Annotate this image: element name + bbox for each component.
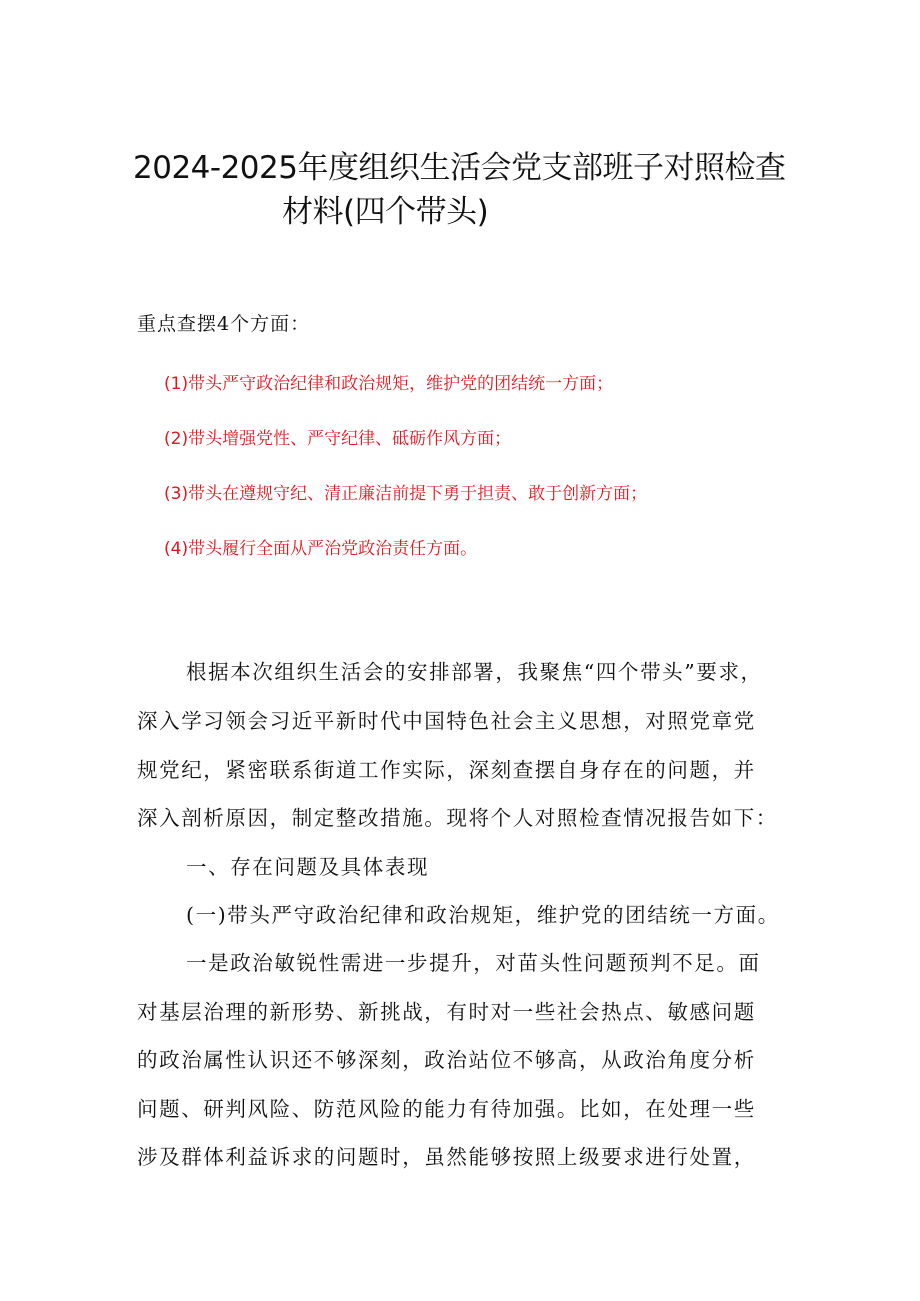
key-point-item: (2)带头增强党性、严守纪律、砥砺作风方面； xyxy=(164,429,512,449)
body-paragraph-line: 问题、研判风险、防范风险的能力有待加强。比如，在处理一些 xyxy=(137,1097,756,1121)
section-heading: 一、存在问题及具体表现 xyxy=(186,855,430,879)
body-paragraph-line: 的政治属性认识还不够深刻，政治站位不够高，从政治角度分析 xyxy=(137,1048,756,1072)
key-point-item: (1)带头严守政治纪律和政治规矩，维护党的团结统一方面； xyxy=(164,374,614,394)
key-points-heading: 重点查摆4个方面： xyxy=(137,313,311,335)
document-title-line2: 材料(四个带头) xyxy=(282,194,489,230)
body-paragraph-line: 对基层治理的新形势、新挑战，有时对一些社会热点、敏感问题 xyxy=(137,1000,756,1024)
body-paragraph-line: 根据本次组织生活会的安排部署，我聚焦“四个带头”要求， xyxy=(186,660,763,684)
body-paragraph-line: 深入学习领会习近平新时代中国特色社会主义思想，对照党章党 xyxy=(137,709,756,733)
key-point-item: (3)带头在遵规守纪、清正廉洁前提下勇于担责、敢于创新方面； xyxy=(164,484,648,504)
body-paragraph-line: 一是政治敏锐性需进一步提升，对苗头性问题预判不足。面 xyxy=(186,951,761,975)
body-paragraph-line: 规党纪，紧密联系街道工作实际，深刻查摆自身存在的问题，并 xyxy=(137,758,756,782)
document-title-line1: 2024-2025年度组织生活会党支部班子对照检查 xyxy=(133,150,786,186)
subsection-heading: (一)带头严守政治纪律和政治规矩，维护党的团结统一方面。 xyxy=(186,903,780,927)
body-paragraph-line: 涉及群体利益诉求的问题时，虽然能够按照上级要求进行处置， xyxy=(137,1145,756,1169)
key-point-item: (4)带头履行全面从严治党政治责任方面。 xyxy=(164,539,478,559)
body-paragraph-line: 深入剖析原因，制定整改措施。现将个人对照检查情况报告如下： xyxy=(137,806,778,830)
